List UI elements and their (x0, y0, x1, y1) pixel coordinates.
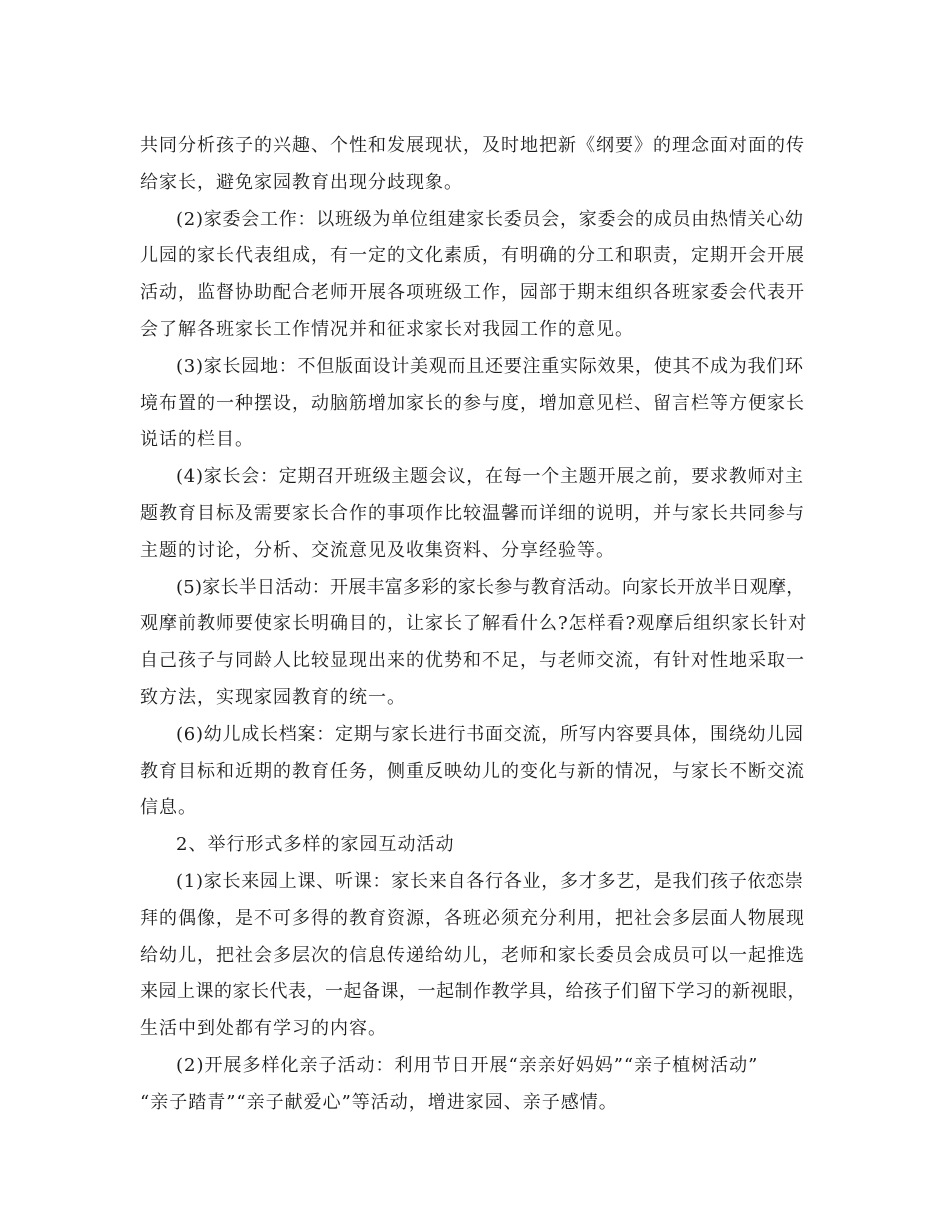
text-line: “亲子踏青”“亲子献爱心”等活动，增进家园、亲子感情。 (140, 1091, 618, 1113)
text-line: 给幼儿，把社会多层次的信息传递给幼儿，老师和家长委员会成员可以一起推选 (140, 944, 805, 966)
text-line: 活动，监督协助配合老师开展各项班级工作，园部于期末组织各班家委会代表开 (140, 282, 805, 304)
paragraph-start-line: (2)家委会工作：以班级为单位组建家长委员会，家委会的成员由热情关心幼 (176, 208, 804, 230)
paragraph-start-line: (1)家长来园上课、听课：家长来自各行各业，多才多艺，是我们孩子依恋崇 (176, 870, 804, 892)
paragraph-start-line: (4)家长会：定期召开班级主题会议，在每一个主题开展之前，要求教师对主 (176, 466, 804, 488)
text-line: 题教育目标及需要家长合作的事项作比较温馨而详细的说明，并与家长共同参与 (140, 502, 805, 524)
text-line: 观摩前教师要使家长明确目的，让家长了解看什么?怎样看?观摩后组织家长针对 (140, 613, 808, 635)
text-line: 主题的讨论，分析、交流意见及收集资料、分享经验等。 (140, 539, 615, 561)
paragraph-start-line: (5)家长半日活动：开展丰富多彩的家长参与教育活动。向家长开放半日观摩， (176, 576, 805, 598)
text-line: 共同分析孩子的兴趣、个性和发展现状，及时地把新《纲要》的理念面对面的传 (140, 135, 805, 156)
document-body (140, 128, 812, 1122)
text-line: 信息。 (140, 797, 197, 819)
text-line: 会了解各班家长工作情况并和征求家长对我园工作的意见。 (140, 318, 634, 340)
paragraph-start-line: (3)家长园地：不但版面设计美观而且还要注重实际效果，使其不成为我们环 (176, 355, 804, 377)
text-line: 说话的栏目。 (140, 429, 254, 451)
text-line: 生活中到处都有学习的内容。 (140, 1018, 387, 1040)
text-line: 境布置的一种摆设，动脑筋增加家长的参与度，增加意见栏、留言栏等方便家长 (140, 392, 805, 414)
text-line: 自己孩子与同龄人比较显现出来的优势和不足，与老师交流，有针对性地采取一 (140, 650, 805, 672)
section-heading: 2、举行形式多样的家园互动活动 (176, 834, 455, 856)
paragraph-start-line: (6)幼儿成长档案：定期与家长进行书面交流，所写内容要具体，围绕幼儿园 (176, 723, 804, 745)
paragraph-start-line: (2)开展多样化亲子活动：利用节日开展“亲亲好妈妈”“亲子植树活动” (176, 1054, 759, 1076)
text-line: 来园上课的家长代表，一起备课，一起制作教学具，给孩子们留下学习的新视眼， (140, 981, 806, 1003)
text-line: 儿园的家长代表组成，有一定的文化素质，有明确的分工和职责，定期开会开展 (140, 245, 805, 267)
text-line: 致方法，实现家园教育的统一。 (140, 686, 406, 708)
text-line: 教育目标和近期的教育任务，侧重反映幼儿的变化与新的情况，与家长不断交流 (140, 760, 805, 782)
text-line: 拜的偶像，是不可多得的教育资源，各班必须充分利用，把社会多层面人物展现 (140, 907, 805, 929)
text-line: 给家长，避免家园教育出现分歧现象。 (140, 171, 463, 193)
